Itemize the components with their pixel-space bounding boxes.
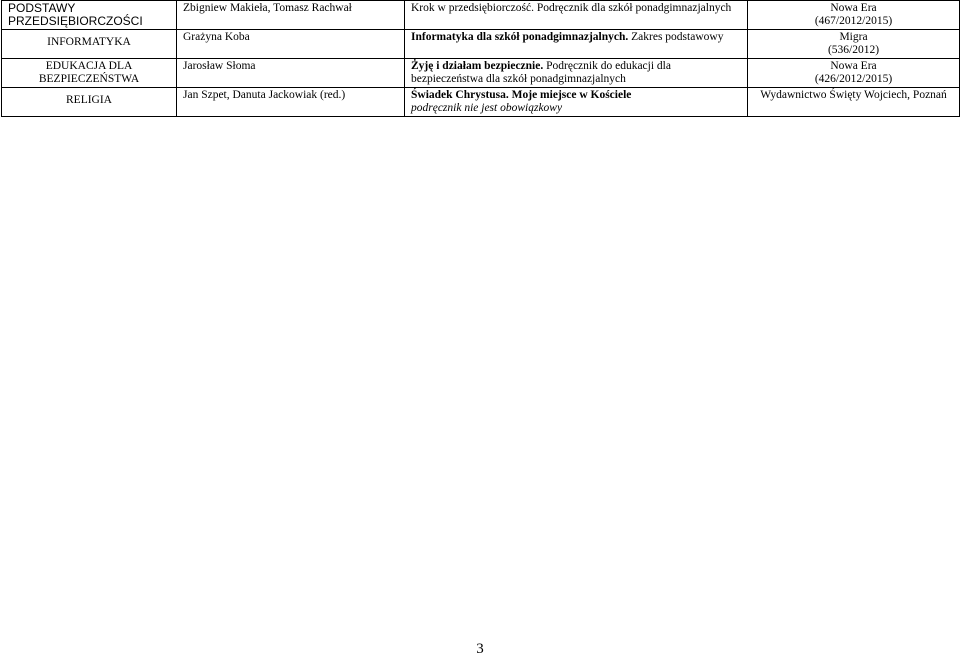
title-cell: [405, 59, 748, 88]
table-row: [2, 88, 960, 117]
authors-cell: Jan Szpet, Danuta Jackowiak (red.): [177, 88, 405, 117]
textbook-table: [1, 0, 960, 117]
subject-cell: [2, 1, 177, 30]
table-row: [2, 59, 960, 88]
publisher-cell: [748, 88, 960, 117]
title-cell: [405, 30, 748, 59]
publisher-cell: [748, 30, 960, 59]
title-text: Podręcznik do edukacji dla bezpieczeństwa dla szkół ponadgimnazjalnych: [411, 60, 671, 85]
authors-cell: Jarosław Słoma: [177, 59, 405, 88]
subject-line: INFORMATYKA: [47, 36, 131, 48]
subject-line: BEZPIECZEŃSTWA: [38, 73, 140, 85]
subject-cell: [2, 59, 177, 88]
authors-cell: Grażyna Koba: [177, 30, 405, 59]
page-number: 3: [476, 641, 484, 657]
subject-line: PRZEDSIĘBIORCZOŚCI: [8, 14, 143, 28]
publisher-cell: [748, 59, 960, 88]
approval-number: (426/2012/2015): [814, 73, 893, 85]
subject-line: RELIGIA: [66, 94, 112, 106]
title-cell: [405, 1, 748, 30]
title-note: podręcznik nie jest obowiązkowy: [411, 102, 563, 114]
publisher-cell: [748, 1, 960, 30]
approval-number: (536/2012): [827, 44, 880, 56]
subject-line: PODSTAWY: [8, 1, 76, 15]
table-row: [2, 1, 960, 30]
title-text: Zakres podstawowy: [628, 31, 724, 43]
subject-cell: [2, 88, 177, 117]
publisher-name: Nowa Era: [830, 2, 877, 14]
subject-line: EDUKACJA DLA: [45, 60, 133, 72]
authors-cell: Zbigniew Makieła, Tomasz Rachwał: [177, 1, 405, 30]
subject-cell: [2, 30, 177, 59]
publisher-name: Nowa Era: [830, 60, 877, 72]
title-bold: Świadek Chrystusa. Moje miejsce w Kościele: [411, 89, 632, 101]
table-row: [2, 30, 960, 59]
title-cell: [405, 88, 748, 117]
title-bold: Informatyka dla szkół ponadgimnazjalnych.: [411, 31, 629, 43]
approval-number: (467/2012/2015): [814, 15, 893, 27]
title-bold: Żyję i działam bezpiecznie.: [411, 60, 544, 72]
publisher-name: Migra: [839, 31, 868, 43]
publisher-name: Wydawnictwo Święty Wojciech, Poznań: [760, 89, 947, 101]
title-text: Krok w przedsiębiorczość. Podręcznik dla szkół ponadgimnazjalnych: [411, 2, 732, 14]
